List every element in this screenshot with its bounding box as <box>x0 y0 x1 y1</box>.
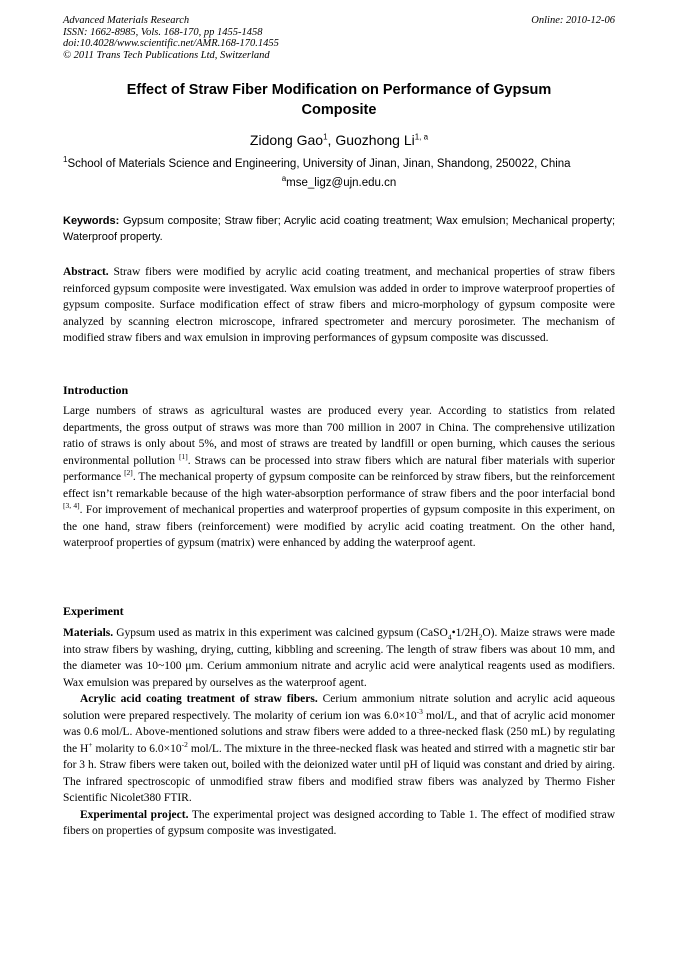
introduction-heading: Introduction <box>63 383 129 397</box>
journal-header <box>63 15 615 61</box>
acrylic-text: mol/L, and that of acrylic acid monomer was 0.6 mol/L. Above-mentioned solutions and straw fibers were added to a three-necked flask (250 mL) by regulating the H <box>63 709 615 755</box>
intro-text: . Straws can be processed into straw fibers which are natural fiber materials with superior performance <box>63 454 616 483</box>
title-line-2: Composite <box>301 102 377 118</box>
affiliation-text: School of Materials Science and Engineering, University of Jinan, Jinan, Shandong, 250022, China <box>67 158 571 170</box>
superscript: + <box>88 739 93 749</box>
materials-text: Gypsum used as matrix in this experiment was calcined gypsum (CaSO <box>113 627 448 639</box>
superscript: -3 <box>416 706 423 716</box>
author-separator: , <box>327 132 336 148</box>
project-text: The experimental project was designed according to Table 1. The effect of modified straw fibers on properties of gypsum composite was investigated. <box>63 808 616 837</box>
online-date: Online: 2010-12-06 <box>531 15 615 26</box>
project-paragraph <box>63 807 615 840</box>
citation: [1] <box>178 451 188 461</box>
keywords <box>63 213 615 245</box>
author-name: Zidong Gao <box>249 132 324 148</box>
keywords-text: Gypsum composite; Straw fiber; Acrylic acid coating treatment; Wax emulsion; Mechanical property; Waterproof property. <box>63 215 615 243</box>
acrylic-label: Acrylic acid coating treatment of straw fibers. <box>80 693 318 705</box>
email-text[interactable]: mse_ligz@ujn.edu.cn <box>286 177 397 189</box>
abstract <box>63 264 615 347</box>
author-superscript: 1, a <box>414 132 429 142</box>
author-email <box>63 176 615 191</box>
journal-name: Advanced Materials Research <box>63 15 190 26</box>
citation: [2] <box>124 468 133 478</box>
intro-text: . The mechanical property of gypsum composite can be reinforced by straw fibers, but the reinforcement effect isn’t remarkable because of the high water-absorption performance of straw fibers and the poor interfacial bond <box>63 471 615 500</box>
intro-text: Large numbers of straws as agricultural wastes are produced every year. According to statistics from related departments, the gross output of straws was more than 700 million in 2007 in China. The comprehensive utilization ratio of straws is only about 5%, and most of straws are treated by landfill or open burning, which causes the serious environmental pollution <box>63 405 615 467</box>
project-label: Experimental project. <box>80 808 189 821</box>
acrylic-text: mol/L. The mixture in the three-necked flask was heated and stirred with a magnetic stir bar for 3 h. Straw fibers were taken out, boiled with the deionized water until pH of liquid was constant and dried by airing. The infrared spectroscopic of unmodified straw fibers and modified straw fibers was analyzed by Thermo Fisher Scientific Nicolet380 FTIR. <box>63 742 615 804</box>
author-name: Guozhong Li <box>335 132 415 148</box>
copyright-line: © 2011 Trans Tech Publications Ltd, Switzerland <box>63 49 270 61</box>
introduction-body <box>63 403 615 552</box>
affiliation-superscript: 1 <box>63 155 68 165</box>
materials-label: Materials. <box>63 627 114 639</box>
experiment-body <box>63 625 615 840</box>
intro-text: . For improvement of mechanical properties and waterproof properties of gypsum composite in this experiment, on the one hand, straw fibers (reinforcement) were modified by acrylic acid coating treatment. On the other hand, waterproof properties of gypsum (matrix) were enhanced by adding the waterproof agent. <box>63 504 615 549</box>
subscript: 2 <box>478 632 483 642</box>
acrylic-text: molarity to 6.0×10 <box>92 742 182 755</box>
subscript: 4 <box>447 632 452 642</box>
materials-text: O). Maize straws were made into straw fibers by washing, drying, cutting, kibbling and screening. The length of straw fibers was about 10 mm, and the diameter was 10~100 μm. Cerium ammonium nitrate and acrylic acid were analytical reagents used as modifiers. Wax emulsion was prepared by ourselves as the waterproof agent. <box>63 627 616 689</box>
abstract-label: Abstract. <box>63 266 109 278</box>
experiment-heading: Experiment <box>63 604 124 618</box>
paper-title <box>63 80 615 120</box>
issn-line: ISSN: 1662-8985, Vols. 168-170, pp 1455-1458 <box>63 26 263 38</box>
title-line-1: Effect of Straw Fiber Modification on Performance of Gypsum <box>126 82 552 98</box>
author-list <box>63 131 615 149</box>
keywords-label: Keywords: <box>63 215 120 227</box>
affiliation <box>63 157 623 172</box>
abstract-text: Straw fibers were modified by acrylic acid coating treatment, and mechanical properties of straw fibers reinforced gypsum composite were investigated. Wax emulsion was added in order to improve waterproof properties of gypsum composite. Surface modification effect of straw fibers and micro-morphology of gypsum composite were analyzed by scanning electron microscope, infrared spectrometer and mercury porosimeter. The mechanism of modified straw fibers and wax emulsion in improving performances of gypsum composite was discussed. <box>63 266 615 344</box>
email-superscript: a <box>281 174 287 184</box>
acrylic-paragraph <box>63 691 615 807</box>
materials-paragraph <box>63 625 615 691</box>
author-superscript: 1 <box>323 132 328 142</box>
acrylic-text: Cerium ammonium nitrate solution and acrylic acid aqueous solution were prepared respectively. The molarity of cerium ion was 6.0×10 <box>63 693 615 722</box>
doi-line: doi:10.4028/www.scientific.net/AMR.168-170.1455 <box>63 38 279 49</box>
materials-text: •1/2H <box>451 627 479 639</box>
citation: [3, 4] <box>63 501 80 511</box>
superscript: -2 <box>181 739 188 749</box>
